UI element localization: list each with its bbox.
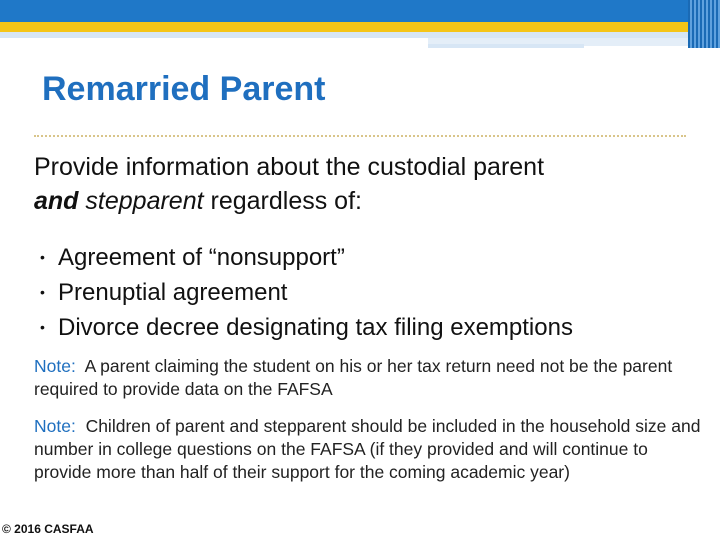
intro-stepparent-word: stepparent	[85, 187, 204, 215]
bullet-icon: •	[40, 249, 45, 265]
bullet-text: Agreement of “nonsupport”	[58, 244, 345, 271]
list-item	[40, 310, 573, 345]
intro-and-word: and	[34, 187, 79, 215]
note-label: Note:	[34, 416, 76, 436]
slide-title: Remarried Parent	[42, 70, 326, 108]
intro-line1: Provide information about the custodial parent	[34, 153, 545, 181]
note-text: Children of parent and stepparent should be included in the household size and number in college questions on the FAFSA (if they provided and will continue to provide more than half of their support for the coming academic year)	[34, 416, 701, 482]
intro-line2-rest: regardless of:	[210, 187, 362, 215]
note-2	[34, 415, 710, 484]
title-divider	[34, 135, 686, 137]
list-item	[40, 275, 573, 310]
list-item	[40, 240, 573, 275]
bullet-text: Prenuptial agreement	[58, 279, 288, 306]
header-step-stripe-small	[428, 44, 584, 48]
header-vertical-stripes	[688, 0, 720, 48]
bullet-icon: •	[40, 284, 45, 300]
intro-paragraph	[34, 150, 694, 218]
note-text: A parent claiming the student on his or her tax return need not be the parent required to provide data on the FAFSA	[34, 356, 673, 399]
header-decoration-band	[0, 0, 720, 48]
bullet-list	[40, 240, 573, 345]
note-1	[34, 355, 710, 401]
header-yellow-stripe	[0, 22, 720, 32]
copyright-footer: © 2016 CASFAA	[2, 522, 94, 536]
header-blue-stripe	[0, 0, 720, 22]
bullet-icon: •	[40, 319, 45, 335]
bullet-text: Divorce decree designating tax filing exemptions	[58, 314, 573, 341]
note-label: Note:	[34, 356, 76, 376]
